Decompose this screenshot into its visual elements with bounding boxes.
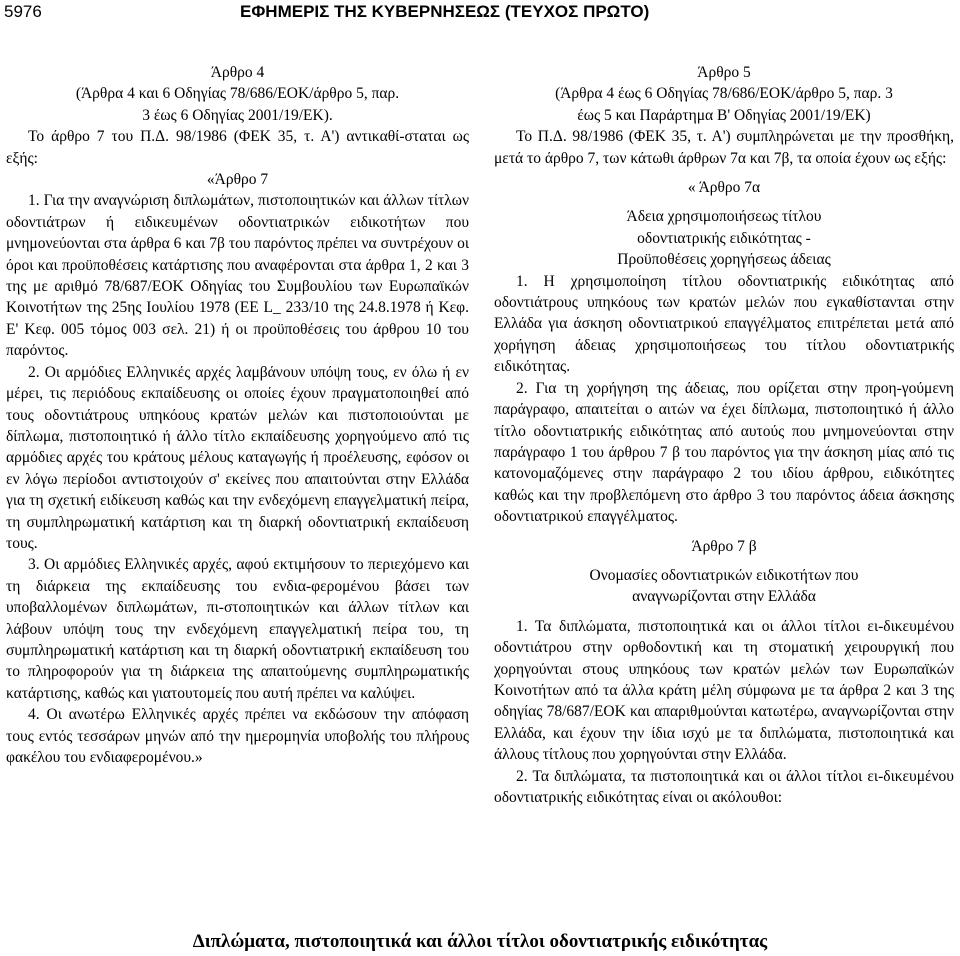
page-number: 5976	[4, 2, 42, 21]
article-5-reference-line-1: (Άρθρα 4 έως 6 Οδηγίας 78/686/ΕΟΚ/άρθρο 5, παρ. 3	[555, 85, 893, 103]
article-7a-quoted-title: « Άρθρο 7α	[687, 179, 761, 197]
article-7a-subtitle-line-2: οδοντιατρικής ειδικότητας -	[637, 229, 811, 247]
article-7b-paragraph-1: 1. Τα διπλώματα, πιστοποιητικά και οι άλλοι τίτλοι ει-δικευμένου οδοντιάτρου στην ορθοδοντική και τη στοματική χειρουργική που χορηγούνται στους υπηκόους των κρατών μελών των Ευρωπαϊκών Κοινοτήτων από τα άλλα κράτη μέλη σύμφωνα με τα άρθρα 2 και 3 της οδηγίας 78/687/ΕΟΚ και απαριθμούνται κατωτέρω, αναγνωρίζονται στην Ελλάδα, και έχουν την ίδια ισχύ με τα διπλώματα, πιστοποιητικά και άλλους τίτλους που χορηγούνται στην Ελλάδα.	[494, 617, 954, 764]
article-5-reference-line-2: έως 5 και Παράρτημα Β' Οδηγίας 2001/19/ΕΚ)	[577, 106, 871, 124]
article-7b-title: Άρθρο 7 β	[691, 537, 757, 555]
article-7a-subtitle-line-1: Άδεια χρησιμοποιήσεως τίτλου	[626, 208, 822, 226]
article-7-paragraph-4: 4. Οι ανωτέρω Ελληνικές αρχές πρέπει να εκδώσουν την απόφαση τους εντός τεσσάρων μηνών από την ημερομηνία υποβολής του πλήρους φακέλου του ενδιαφερομένου.»	[6, 706, 469, 766]
left-column	[6, 62, 469, 768]
article-7-paragraph-3: 3. Οι αρμόδιες Ελληνικές αρχές, αφού εκτιμήσουν το περιεχόμενο και τη διάρκεια της εκπαίδευσης του ενδια-φερομένου βάσει των υποβαλλομένων διπλωμάτων, πι-στοποιητικών και άλλων τίτλων και λάβουν υπόψη τους την ενδεχόμενη επαγγελματική πείρα του, τη συμπληρωματική κατάρτιση και τη διαρκή οδοντιατρική εκπαίδευση του το πληροφορούν για τη διάρκεια της απαιτούμενης συμπληρωματικής κατάρτισης, καθώς και γιατουτομείς που αυτή πρέπει να καλύψει.	[6, 556, 469, 702]
article-7-paragraph-2: 2. Οι αρμόδιες Ελληνικές αρχές λαμβάνουν υπόψη τους, εν όλω ή εν μέρει, τις περιόδους εκπαίδευσης οι οποίες έχουν πραγματοποιηθεί από τους οδοντιάτρους υπηκόους κρατών μελών και πιστοποιούνται με δίπλωμα, πιστοποιητικό ή άλλο τίτλο εκπαίδευσης χορηγούμενο από τις αρμόδιες αρχές του κράτους μέλους καταγωγής ή προέλευσης, εφόσον οι εν λόγω περίοδοι αντιστοιχούν σ' εκείνες που απαιτούνται στην Ελλάδα για τη σχετική ειδίκευση καθώς και την ενδεχόμενη επαγγελματική πείρα, τη συμπληρωματική κατάρτιση και τη διαρκή οδοντιατρική εκπαίδευση τους.	[6, 363, 469, 552]
article-4-intro: Το άρθρο 7 του Π.Δ. 98/1986 (ΦΕΚ 35, τ. Α') αντικαθί-σταται ως εξής:	[6, 128, 469, 167]
article-7-paragraph-1: 1. Για την αναγνώριση διπλωμάτων, πιστοποιητικών και άλλων τίτλων οδοντιάτρων ή ειδικευμένων οδοντιατρικών ειδικοτήτων που μνημονεύονται στα άρθρα 6 και 7β του παρόντος πρέπει να συντρέχουν οι όροι και προϋποθέσεις κατάρτισης που αναφέρονται στα άρθρα 1, 2 και 3 της με αριθμό 78/687/ΕΟΚ Οδηγίας του Συμβουλίου των Ευρωπαϊκών Κοινοτήτων της 25ης Ιουλίου 1978 (ΕΕ L_ 233/10 της 24.8.1978 ή Κεφ. Ε' Κεφ. 005 τόμος 003 σελ. 21) ή οι προϋποθέσεις του άρθρου 10 του παρόντος.	[6, 192, 469, 360]
article-7b-subtitle-line-1: Ονομασίες οδοντιατρικών ειδικοτήτων που	[589, 566, 859, 584]
article-7a-subtitle-line-3: Προϋποθέσεις χορηγήσεως άδειας	[617, 251, 831, 269]
article-7-quoted-title: «Άρθρο 7	[206, 171, 269, 189]
article-7b-subtitle-line-2: αναγνωρίζονται στην Ελλάδα	[632, 588, 816, 606]
article-7b-paragraph-2: 2. Τα διπλώματα, τα πιστοποιητικά και οι άλλοι τίτλοι ει-δικευμένου οδοντιατρικής ειδικότητας είναι οι ακόλουθοι:	[494, 767, 954, 806]
article-5-title: Άρθρο 5	[697, 64, 751, 81]
article-4-reference-line-1: (Άρθρα 4 και 6 Οδηγίας 78/686/ΕΟΚ/άρθρο 5, παρ.	[75, 85, 400, 103]
gazette-title: ΕΦΗΜΕΡΙΣ ΤΗΣ ΚΥΒΕΡΝΗΣΕΩΣ (ΤΕΥΧΟΣ ΠΡΩΤΟ)	[240, 2, 650, 21]
right-column	[494, 62, 954, 808]
section-heading: Διπλώματα, πιστοποιητικά και άλλοι τίτλοι οδοντιατρικής ειδικότητας	[192, 931, 768, 952]
article-7a-paragraph-2: 2. Για τη χορήγηση της άδειας, που ορίζεται στην προη-γούμενη παράγραφο, απαιτείται ο αιτών να έχει δίπλωμα, πιστοποιητικό ή άλλο τίτλο οδοντιατρικής ειδικότητας από αυτούς που μνημονεύονται στην παράγραφο 1 του άρθρου 7 β του παρόντος για την άσκηση μίας από τις κατονομαζόμενες στην παράγραφο 2 του ιδίου άρθρου, ειδικότητες καθώς και την προβλεπόμενη στο άρθρο 3 του παρόντος άδεια άσκησης οδοντιατρικού επαγγέλματος.	[494, 379, 954, 526]
article-4-title: Άρθρο 4	[210, 64, 265, 81]
article-7a-paragraph-1: 1. Η χρησιμοποίηση τίτλου οδοντιατρικής ειδικότητας από οδοντιάτρους υπηκόους των κρατών μελών που εγκαθίστανται στην Ελλάδα για άσκηση οδοντιατρικού επαγγέλματος επιτρέπεται μετά από χορήγηση άδειας χρησιμοποιήσεως του τίτλου οδοντιατρικής ειδικότητας.	[494, 272, 954, 376]
article-5-intro: Το Π.Δ. 98/1986 (ΦΕΚ 35, τ. Α') συμπληρώνεται με την προσθήκη, μετά το άρθρο 7, των κάτωθι άρθρων 7α και 7β, τα οποία έχουν ως εξής:	[494, 128, 954, 167]
article-4-reference-line-2: 3 έως 6 Οδηγίας 2001/19/ΕΚ).	[142, 106, 333, 124]
page-header	[0, 0, 960, 30]
